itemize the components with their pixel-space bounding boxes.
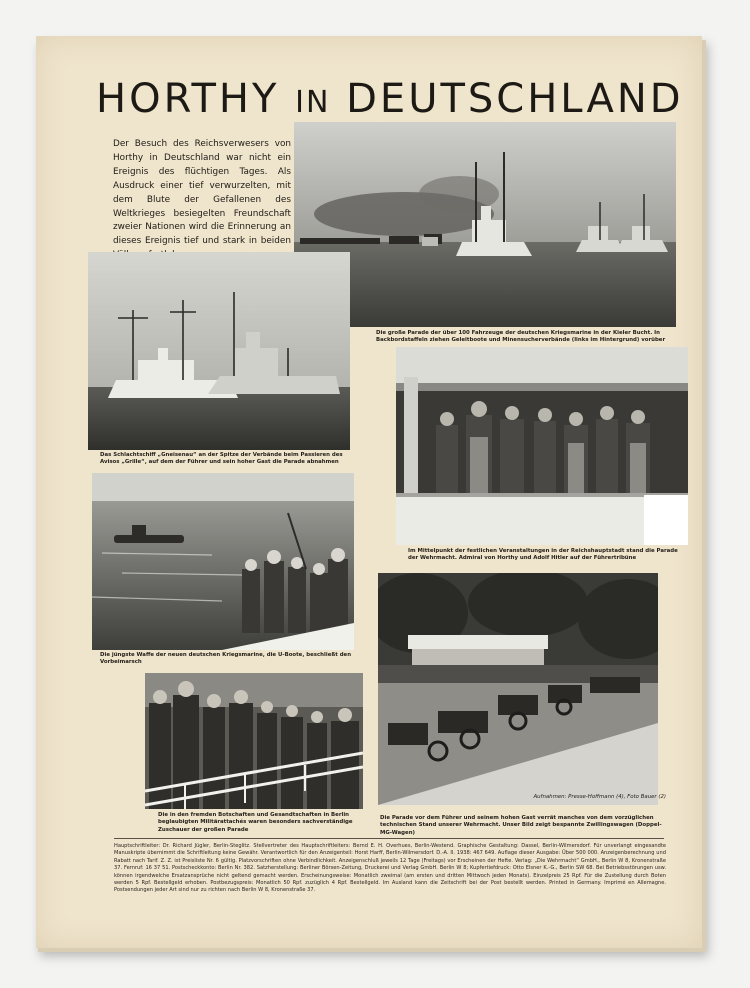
caption-fleet-parade: Die große Parade der über 100 Fahrzeuge der deutschen Kriegsmarine in der Kieler Bucht. In Backbordstaffeln ziehen Geleitboote und Minensucherverbände (links im Hintergrund) vorüber — [376, 330, 666, 344]
page-title: HORTHY IN DEUTSCHLAND — [96, 76, 684, 122]
caption-uboote: Die jüngste Waffe der neuen deutschen Kriegsmarine, die U-Boote, beschließt den Vorbeimarsch — [100, 652, 352, 666]
imprint-divider — [114, 838, 664, 839]
intro-text: Der Besuch des Reichsverwesers von Horthy in Deutschland war nicht ein Ereignis des flüchtigen Tages. Als Ausdruck einer tief verwurzelten, mit dem Blute der Gefallenen des Weltkrieges besiegelten Freundschaft zweier Nationen wird die Erinnerung an dieses Ereignis tief und stark in beiden — [113, 139, 291, 247]
photo-diplomats — [145, 673, 363, 809]
caption-tribune: Im Mittelpunkt der festlichen Veranstaltungen in der Reichshauptstadt stand die Parade der Wehrmacht. Admiral von Horthy und Adolf Hitler auf der Führertribüne — [408, 548, 678, 562]
photo-fleet-parade — [294, 122, 676, 327]
photo-wagons — [378, 573, 658, 805]
photo-credits: Aufnahmen: Presse-Hoffmann (4), Foto Bauer (2) — [533, 794, 666, 800]
photo-gneisenau — [88, 252, 350, 450]
photo-tribune — [396, 347, 688, 545]
photo-uboote — [92, 473, 354, 650]
imprint: Hauptschriftleiter: Dr. Richard Jügler, Berlin-Steglitz. Stellvertreter des Hauptschriftleiters: Bernd E. H. Overhues, Berlin-Westend. Graphische Gestaltung: Dassel, Berlin-Wilmersdorf. Für unverlangt eingesandte Manuskripte übernimmt die Schriftleitung keine Gewähr. Verantwortlich für den Anzeigenteil: Horst Harff, Berlin-Wilmersdorf. D.-A. II. 1938: 467 649. Auflage dieser Ausgabe: Über 500 000. Anzeigenberechnung und Rabatt nach Tarif. Z. Z. ist Preisliste Nr. 6 gültig. Platzvorschriften ohne Verbindlichkeit. Anzeigenschluß jeweils 12 Tage (Freitags) vor Erscheinen der Hefte. Verlag: „Die Wehrmacht“ GmbH., Berlin W 8, Kronenstraße 37. Fernruf: 16 37 51. Postscheckkonto: Berlin Nr. 382. Satzherstellung: Berliner Börsen-Zeitung, Druckerei und Verlag GmbH. Berlin W 8; Kupfertiefdruck: Otto Elsner K.-G., Berlin SW 68. Bei Betriebsstörungen usw. können irgendwelche Ersatzansprüche nicht geltend gemacht werden. Erscheinungsweise: Monatlich zweimal (am ersten und dritten Mittwoch jeden Monats). Einzelpreis 25 Rpf. Für die Zustellung durch Boten werden 5 Rpf. Bestellgeld erhoben. Postbezugspreis: Monatlich 50 Rpf. zuzüglich 4 Rpf. Bestellgeld. Im Ausland kann die Zeitschrift bei der Post bestellt werden. Printed in Germany. Imprimé en Allemagne. Postsendungen jeder Art sind nur zu richten nach Berlin W 8, Kronenstraße 37. — [114, 843, 666, 894]
caption-gneisenau: Das Schlachtschiff „Gneisenau“ an der Spitze der Verbände beim Passieren des Avisos „Grille“, auf dem der Führer und sein hoher Gast die Parade abnahmen — [100, 452, 343, 466]
caption-wagons: Die Parade vor dem Führer und seinem hohen Gast verrät manches von dem vorzüglichen technischen Stand unserer Wehrmacht. Unser Bild zeigt bespannte Zwillingswagen (Doppel-MG-Wagen) — [380, 815, 662, 836]
caption-diplomats: Die in den fremden Botschaften und Gesandtschaften in Berlin beglaubigten Militärattachés waren besonders sachverständige Zuschauer der großen Parade — [158, 812, 353, 833]
